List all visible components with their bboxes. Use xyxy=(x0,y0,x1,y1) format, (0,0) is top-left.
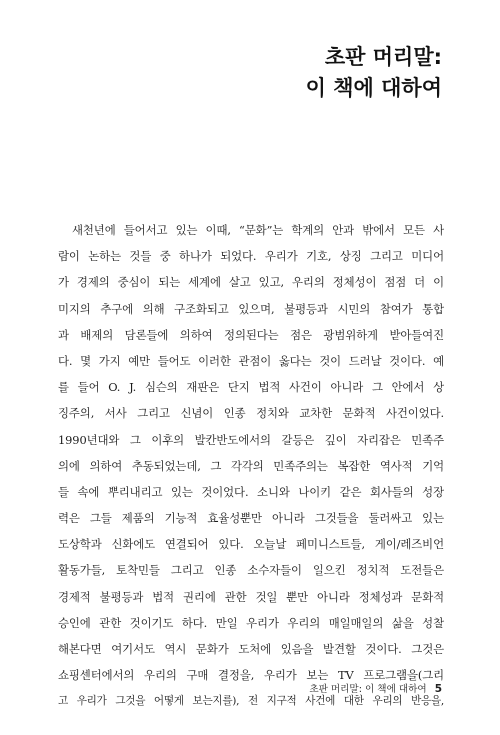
body-line: 1990년대와 그 이후의 발칸반도에서의 갈등은 깊이 자리잡은 민족주 xyxy=(58,432,444,447)
running-footer xyxy=(309,681,442,695)
chapter-heading-line-1: 초판 머리말: xyxy=(324,45,442,69)
body-line: 승인에 관한 것이기도 하다. 만일 우리가 우리의 매일매일의 삶을 성찰 xyxy=(58,615,444,630)
chapter-heading-line-2: 이 책에 대하여 xyxy=(305,76,442,100)
body-line: 징주의, 서사 그리고 신념이 인종 정치와 교차한 문화적 사건이었다. xyxy=(58,406,444,421)
chapter-heading xyxy=(306,42,442,104)
page-number: 5 xyxy=(434,683,442,695)
body-line: 경제적 불평등과 법적 권리에 관한 것일 뿐만 아니라 정체성과 문화적 xyxy=(58,589,444,604)
body-line: 고 우리가 그것을 어떻게 보는지를), 전 지구적 사건에 대한 우리의 반응을, xyxy=(58,695,444,708)
body-line: 활동가들, 토착민들 그리고 인종 소수자들이 일으킨 정치적 도전들은 xyxy=(58,563,444,578)
body-line: 과 배제의 담론들에 의하여 정의된다는 점은 광범위하게 받아들여진 xyxy=(58,327,444,342)
running-title: 초판 머리말: 이 책에 대하여 xyxy=(309,684,427,695)
body-line: 해본다면 여기서도 역시 문화가 도처에 있음을 발견할 것이다. 그것은 xyxy=(58,642,444,656)
body-line: 도상학과 신화에도 연결되어 있다. 오늘날 페미니스트들, 게이/레즈비언 xyxy=(58,537,444,552)
body-paragraph xyxy=(58,217,444,715)
body-line: 다. 몇 가지 예만 들어도 이러한 관점이 옳다는 것이 드러날 것이다. 예 xyxy=(58,353,444,368)
body-line: 쇼핑센터에서의 우리의 구매 결정을, 우리가 보는 TV 프로그램을(그리 xyxy=(58,668,444,683)
body-line: 력은 그들 제품의 기능적 효율성뿐만 아니라 그것들을 둘러싸고 있는 xyxy=(58,511,444,526)
body-line: 미지의 추구에 의해 구조화되고 있으며, 불평등과 시민의 참여가 통합 xyxy=(58,301,444,316)
body-line: 들 속에 뿌리내리고 있는 것이었다. 소니와 나이키 같은 회사들의 성장 xyxy=(58,484,444,499)
body-line: 새천년에 들어서고 있는 이때, “문화”는 학계의 안과 밖에서 모든 사 xyxy=(72,223,444,237)
body-line: 를 들어 O. J. 심슨의 재판은 단지 법적 사건이 아니라 그 안에서 상 xyxy=(58,380,444,395)
body-line: 가 경제의 중심이 되는 세계에 살고 있고, 우리의 정체성이 점점 더 이 xyxy=(58,275,444,290)
body-line: 의에 의하여 추동되었는데, 그 각각의 민족주의는 복잡한 역사적 기억 xyxy=(58,458,444,473)
body-line: 람이 논하는 것들 중 하나가 되었다. 우리가 기호, 상징 그리고 미디어 xyxy=(58,249,444,264)
